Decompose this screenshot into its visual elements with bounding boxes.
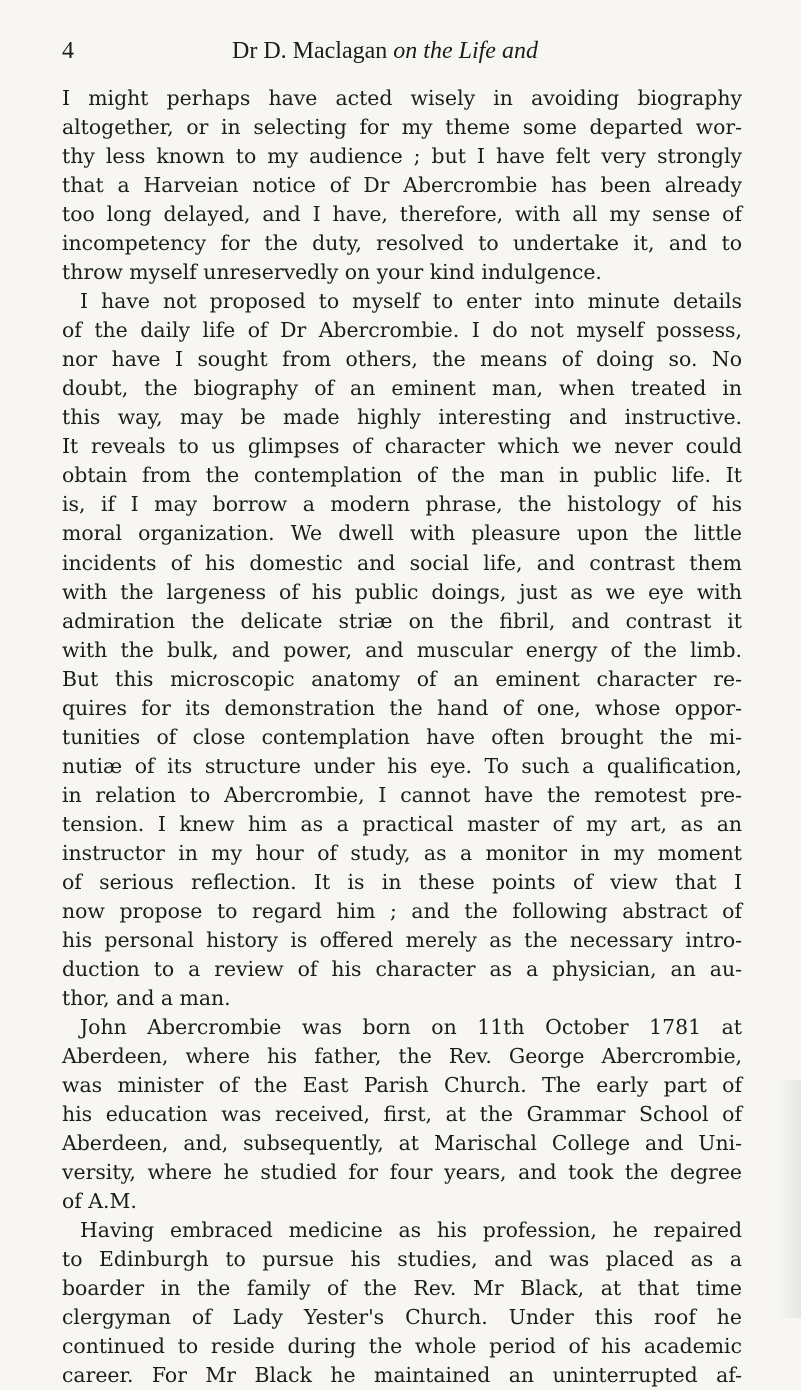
text-line: too long delayed, and I have, therefore, with all my sense of [62, 202, 742, 227]
text-line: duction to a review of his character as a physician, an au- [62, 956, 742, 981]
text-line: Aberdeen, where his father, the Rev. George Abercrombie, [62, 1044, 742, 1069]
text-line: is, if I may borrow a modern phrase, the histology of his [62, 492, 742, 517]
text-line: moral organization. We dwell with pleasure upon the little [62, 521, 742, 546]
page-edge-shadow [777, 1080, 801, 1318]
running-head-italic: on the Life and [393, 38, 538, 64]
text-line: doubt, the biography of an eminent man, when treated in [62, 376, 742, 401]
text-line: his education was received, first, at the Grammar School of [62, 1102, 742, 1127]
text-line: now propose to regard him ; and the following abstract of [62, 898, 742, 923]
text-line: instructor in my hour of study, as a monitor in my moment [62, 840, 742, 865]
text-line: Having embraced medicine as his profession, he repaired [80, 1218, 742, 1243]
text-line: was minister of the East Parish Church. The early part of [62, 1073, 742, 1098]
text-line: incompetency for the duty, resolved to undertake it, and to [62, 231, 742, 256]
text-line: nutiæ of its structure under his eye. To such a qualification, [62, 753, 742, 778]
text-line: nor have I sought from others, the means of doing so. No [62, 347, 742, 372]
text-line: of the daily life of Dr Abercrombie. I do not myself possess, [62, 318, 742, 343]
running-head-roman: Dr D. Maclagan [232, 38, 394, 64]
text-line: versity, where he studied for four years, and took the degree [62, 1160, 742, 1185]
text-line: this way, may be made highly interesting and instructive. [62, 405, 742, 430]
text-line: Aberdeen, and, subsequently, at Marischal College and Uni- [62, 1131, 742, 1156]
running-head [232, 38, 538, 65]
text-line: incidents of his domestic and social life, and contrast them [62, 550, 742, 575]
text-line: admiration the delicate striæ on the fibril, and contrast it [62, 608, 742, 633]
text-line: altogether, or in selecting for my theme some departed wor- [62, 115, 742, 140]
text-line: boarder in the family of the Rev. Mr Black, at that time [62, 1276, 742, 1301]
text-line: career. For Mr Black he maintained an uninterrupted af- [62, 1363, 742, 1388]
text-line: tunities of close contemplation have often brought the mi- [62, 724, 742, 749]
text-line: with the largeness of his public doings, just as we eye with [62, 579, 742, 604]
text-line: It reveals to us glimpses of character which we never could [62, 434, 742, 459]
text-line: in relation to Abercrombie, I cannot have the remotest pre- [62, 782, 742, 807]
body-text [62, 84, 742, 1390]
text-line: quires for its demonstration the hand of one, whose oppor- [62, 695, 742, 720]
text-line: with the bulk, and power, and muscular energy of the limb. [62, 637, 742, 662]
text-line: throw myself unreservedly on your kind indulgence. [62, 260, 602, 285]
page-number: 4 [62, 38, 74, 64]
text-line: John Abercrombie was born on 11th October 1781 at [80, 1015, 742, 1039]
text-line: of A.M. [62, 1189, 137, 1214]
text-line: of serious reflection. It is in these points of view that I [62, 869, 742, 894]
text-line: thor, and a man. [62, 985, 231, 1010]
text-line: clergyman of Lady Yester's Church. Under this roof he [62, 1305, 742, 1330]
text-line: I have not proposed to myself to enter into minute details [80, 289, 742, 314]
text-line: But this microscopic anatomy of an eminent character re- [62, 666, 742, 691]
text-line: I might perhaps have acted wisely in avoiding biography [62, 86, 742, 110]
text-line: tension. I knew him as a practical master of my art, as an [62, 811, 742, 836]
text-line: that a Harveian notice of Dr Abercrombie has been already [62, 173, 742, 198]
page-header [62, 38, 739, 68]
text-line: obtain from the contemplation of the man in public life. It [62, 463, 742, 488]
text-line: continued to reside during the whole period of his academic [62, 1334, 742, 1359]
text-line: to Edinburgh to pursue his studies, and was placed as a [62, 1247, 742, 1272]
text-line: thy less known to my audience ; but I have felt very strongly [62, 144, 742, 169]
text-line: his personal history is offered merely as the necessary intro- [62, 927, 742, 952]
